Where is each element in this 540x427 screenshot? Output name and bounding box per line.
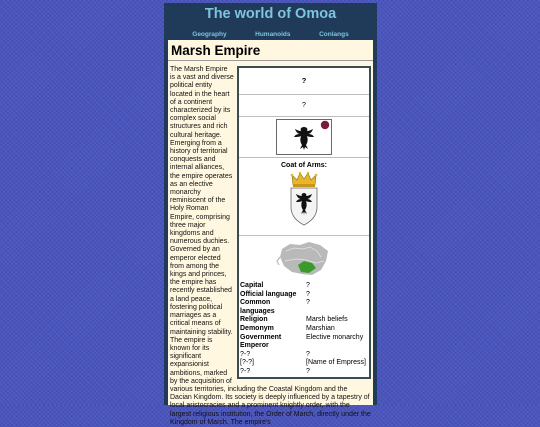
site-wrapper [164, 3, 377, 426]
coat-of-arms-label: Coat of Arms: [280, 162, 328, 169]
row-key: Government [240, 333, 282, 341]
article-paragraph: The Marsh Empire is a vast and diverse political entity located in the heart of a continent characterized by its complex social structures and rich cultural heritage. Emerging from a history of territorial conquests and internal alliances, the empire operates as an elective monarchy reminiscent of the Holy Roman Empire, comprising three major kingdoms and numerous duchies. Governed by an emperor elected from among the kings and princes, the empire has recently established a land peace, fostering political marriages as a critical means of maintaining stability. The empire is known for its significant expansionist ambitions, marked by the acquisition of various territories, including the Coastal Kingdom and the Dacian Kingdom. Its society is deeply influenced by a tapestry of local aristocracies and a prominent knightly order, with the largest religious institution, the Order of March, directly under the Kingdom of March. The empire's [170, 66, 371, 426]
article-body [168, 61, 373, 427]
emperor-row [239, 368, 369, 377]
emperor-name: [Name of Empress] [306, 359, 366, 367]
coat-of-arms-cell [239, 158, 369, 236]
row-key: Demonym [240, 324, 274, 332]
infobox-row-religion [239, 316, 369, 325]
infobox-row-common-languages [239, 299, 369, 316]
row-key: Common languages [240, 299, 275, 315]
infobox-section-emperor [239, 342, 369, 351]
coat-of-arms-image[interactable] [284, 171, 324, 227]
row-value: ? [306, 282, 310, 289]
infobox-row-capital [239, 282, 369, 291]
row-key: Official language [240, 290, 297, 298]
page-title: Marsh Empire [168, 40, 373, 61]
row-value: Elective monarchy [306, 333, 364, 341]
nav-link-geography[interactable]: Geography [192, 31, 227, 38]
row-key: Capital [240, 282, 264, 289]
site-title[interactable]: The world of Omoa [204, 6, 337, 22]
infobox-row-demonym [239, 325, 369, 334]
flag-graphic [276, 119, 332, 155]
row-value: ? [306, 299, 310, 307]
flag-image[interactable] [239, 117, 369, 158]
emperor-reign: ?-? [240, 350, 251, 358]
emperor-row [239, 359, 369, 368]
emperor-name: ? [306, 367, 310, 375]
infobox-subheader: ? [239, 95, 369, 117]
row-key: Religion [240, 316, 268, 324]
infobox-row-official-language [239, 291, 369, 300]
crown-icon [291, 172, 318, 187]
article-content [168, 40, 373, 426]
infobox-rows [239, 282, 369, 377]
flag-dot-icon [321, 121, 329, 129]
infobox-row-government [239, 334, 369, 343]
emperor-reign: [?-?] [240, 359, 255, 367]
row-value: Marsh beliefs [306, 316, 348, 324]
infobox [237, 66, 371, 379]
emperor-row [239, 351, 369, 360]
location-map[interactable] [239, 236, 369, 282]
emperor-reign: ?-? [240, 367, 251, 375]
row-value: Marshian [306, 324, 335, 332]
row-value: ? [306, 290, 310, 298]
emperor-name: ? [306, 350, 310, 358]
nav-link-humanoids[interactable]: Humanoids [255, 31, 291, 38]
section-label: Emperor [240, 342, 269, 350]
nav-link-conlangs[interactable]: Conlangs [319, 31, 349, 38]
infobox-header: ? [239, 68, 369, 95]
location-map-image [276, 239, 332, 279]
